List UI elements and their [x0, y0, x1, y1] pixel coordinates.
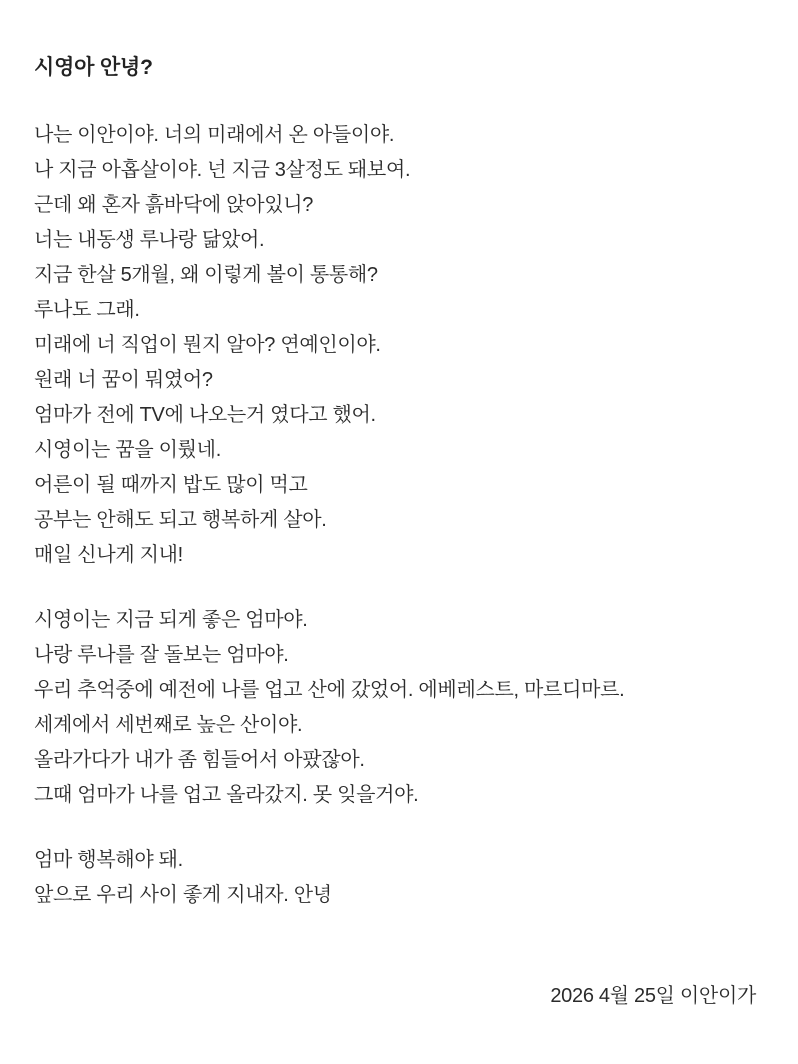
- greeting-spacer: [34, 92, 764, 118]
- letter-line: 매일 신나게 지내!: [34, 543, 183, 566]
- letter-paragraph-1: [34, 118, 764, 573]
- letter-line: 엄마 행복해야 돼.: [34, 848, 183, 871]
- letter-line: 너는 내동생 루나랑 닮았어.: [34, 228, 265, 251]
- letter-line: 올라가다가 내가 좀 힘들어서 아팠잖아.: [34, 748, 365, 771]
- letter-line: 미래에 너 직업이 뭔지 알아? 연예인이야.: [34, 333, 381, 356]
- letter-line: 엄마가 전에 TV에 나오는거 였다고 했어.: [34, 403, 376, 426]
- letter-line: 앞으로 우리 사이 좋게 지내자. 안녕: [34, 883, 332, 906]
- letter-line: 세계에서 세번째로 높은 산이야.: [34, 713, 303, 736]
- letter-line: 루나도 그래.: [34, 298, 140, 321]
- letter-line: 지금 한살 5개월, 왜 이렇게 볼이 통통해?: [34, 263, 378, 286]
- letter-line: 우리 추억중에 예전에 나를 업고 산에 갔었어. 에베레스트, 마르디마르.: [34, 678, 625, 701]
- letter-paragraph-3: [34, 843, 764, 913]
- letter-line: 나 지금 아홉살이야. 넌 지금 3살정도 돼보여.: [34, 158, 411, 181]
- letter-line: 그때 엄마가 나를 업고 올라갔지. 못 잊을거야.: [34, 783, 419, 806]
- letter-signature: 2026 4월 25일 이안이가: [550, 985, 756, 1007]
- letter-line: 시영이는 꿈을 이뤘네.: [34, 438, 221, 461]
- letter-line: 시영이는 지금 되게 좋은 엄마야.: [34, 608, 308, 631]
- letter-line: 나랑 루나를 잘 돌보는 엄마야.: [34, 643, 289, 666]
- letter-greeting: 시영아 안녕?: [34, 56, 153, 79]
- letter-line: 근데 왜 혼자 흙바닥에 앉아있니?: [34, 193, 314, 216]
- letter-body: [34, 52, 764, 979]
- letter-line: 공부는 안해도 되고 행복하게 살아.: [34, 508, 327, 531]
- letter-paragraph-2: [34, 603, 764, 813]
- letter-line: 원래 너 꿈이 뭐였어?: [34, 368, 213, 391]
- letter-line: 나는 이안이야. 너의 미래에서 온 아들이야.: [34, 123, 395, 146]
- letter-line: 어른이 될 때까지 밥도 많이 먹고: [34, 473, 308, 496]
